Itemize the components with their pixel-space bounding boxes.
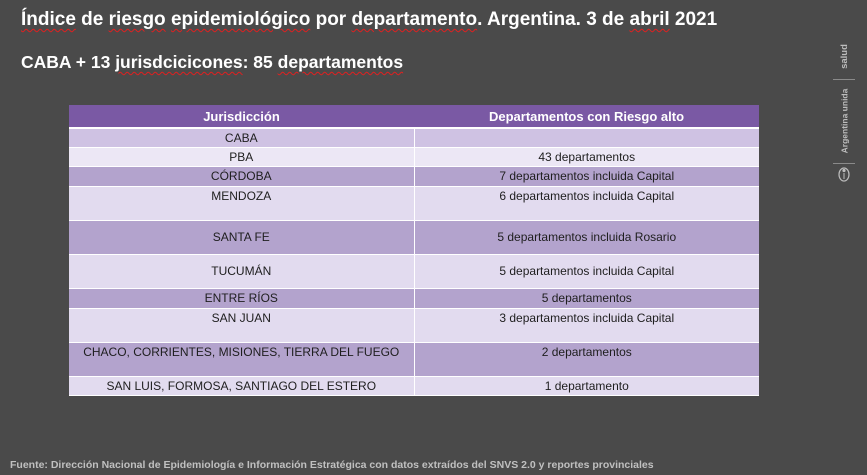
cell-departments: 5 departamentos incluida Capital — [414, 254, 759, 288]
cell-jurisdiction: CHACO, CORRIENTES, MISIONES, TIERRA DEL FUEGO — [69, 342, 414, 376]
brand-divider — [833, 79, 855, 80]
table-row — [69, 308, 759, 342]
cell-departments — [414, 128, 759, 147]
subtitle-part: departamentos — [277, 52, 404, 72]
table-row — [69, 166, 759, 186]
title-part: de — [75, 9, 109, 30]
brand-logo — [831, 36, 857, 190]
cell-jurisdiction: CÓRDOBA — [69, 166, 414, 186]
cell-jurisdiction: PBA — [69, 147, 414, 166]
risk-table — [69, 105, 759, 396]
subtitle-part: : 85 — [242, 52, 278, 72]
cell-departments: 7 departamentos incluida Capital — [414, 166, 759, 186]
title-part: abril — [629, 9, 670, 30]
table-row — [69, 288, 759, 308]
cell-departments: 3 departamentos incluida Capital — [414, 308, 759, 342]
cell-jurisdiction: CABA — [69, 128, 414, 147]
table-row — [69, 220, 759, 254]
brand-salud — [831, 36, 857, 76]
brand-salud-text: salud — [838, 43, 850, 69]
cell-departments: 5 departamentos incluida Rosario — [414, 220, 759, 254]
title-part: . Argentina. 3 de — [477, 9, 630, 30]
footer-source — [0, 455, 867, 475]
table-row — [69, 147, 759, 166]
brand-argentina — [831, 82, 857, 160]
cell-jurisdiction: SAN LUIS, FORMOSA, SANTIAGO DEL ESTERO — [69, 376, 414, 395]
cell-departments: 43 departamentos — [414, 147, 759, 166]
subtitle-part: CABA + 13 — [21, 52, 116, 72]
footer-source-text: Fuente: Dirección Nacional de Epidemiología e Información Estratégica con datos extraídos del SNVS 2.0 y reportes provinciales — [10, 459, 654, 471]
cell-jurisdiction: SAN JUAN — [69, 308, 414, 342]
cell-departments: 5 departamentos — [414, 288, 759, 308]
title-part: 2021 — [669, 9, 718, 30]
header-jurisdiction: Jurisdicción — [69, 105, 414, 128]
cell-jurisdiction: SANTA FE — [69, 220, 414, 254]
slide-subtitle — [21, 52, 403, 73]
brand-divider — [833, 163, 855, 164]
cell-jurisdiction: TUCUMÁN — [69, 254, 414, 288]
cell-jurisdiction: MENDOZA — [69, 186, 414, 220]
coat-of-arms-icon — [836, 166, 852, 182]
cell-departments: 1 departamento — [414, 376, 759, 395]
table-row — [69, 186, 759, 220]
title-part: epidemiológico — [170, 9, 311, 30]
table-row — [69, 128, 759, 147]
slide-title — [21, 9, 717, 31]
table-row — [69, 376, 759, 395]
brand-argentina-text: Argentina unida — [839, 88, 850, 154]
cell-departments: 6 departamentos incluida Capital — [414, 186, 759, 220]
cell-jurisdiction: ENTRE RÍOS — [69, 288, 414, 308]
subtitle-part: jurisdcicicones — [115, 52, 243, 72]
table-row — [69, 342, 759, 376]
title-part: Índice — [21, 9, 76, 30]
cell-departments: 2 departamentos — [414, 342, 759, 376]
table-header-row — [69, 105, 759, 128]
title-part: riesgo — [108, 9, 166, 30]
title-part: departamento — [351, 9, 478, 30]
table-row — [69, 254, 759, 288]
title-part: por — [310, 9, 352, 30]
header-departments: Departamentos con Riesgo alto — [414, 105, 759, 128]
